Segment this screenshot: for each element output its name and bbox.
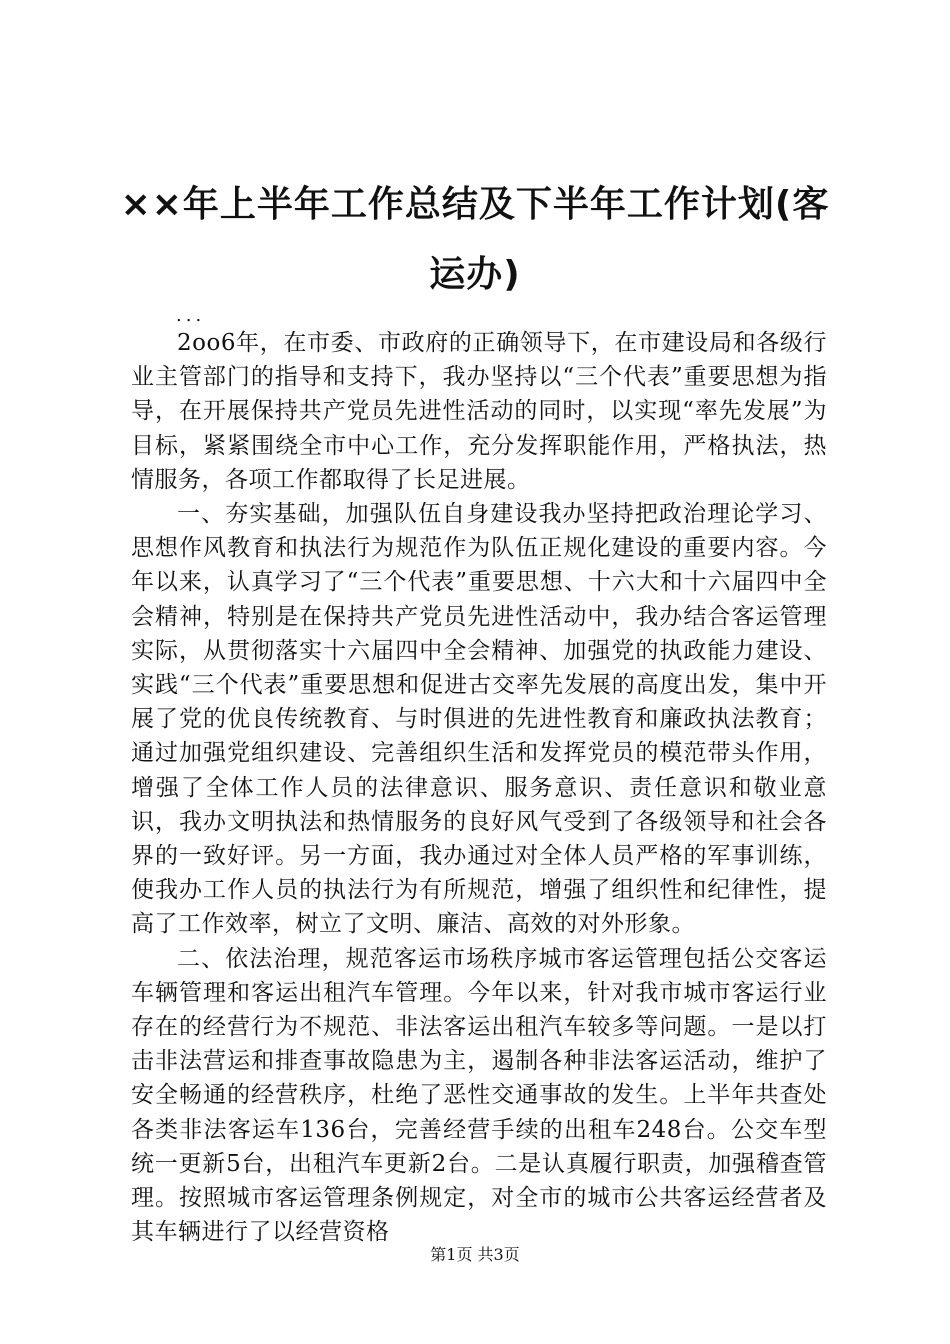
document-title: ××年上半年工作总结及下半年工作计划(客运办): [120, 184, 830, 295]
document-body: [131, 326, 827, 1249]
page-number-footer: 第1页 共3页: [430, 1245, 520, 1264]
body-paragraph: 2oo6年，在市委、市政府的正确领导下，在市建设局和各级行业主管部门的指导和支持下，我办坚持以“三个代表”重要思想为指导，在开展保持共产党员先进性活动的同时，以实现“率先发展”为目标，紧紧围绕全市中心工作，充分发挥职能作用，严格执法，热情服务，各项工作都取得了长足进展。: [131, 330, 827, 493]
ellipsis-marker: ...: [176, 305, 206, 326]
body-paragraph: 二、依法治理，规范客运市场秩序城市客运管理包括公交客运车辆管理和客运出租汽车管理。今年以来，针对我市城市客运行业存在的经营行为不规范、非法客运出租汽车较多等问题。一是以打击非法营运和排查事故隐患为主，遏制各种非法客运活动，维护了安全畅通的经营秩序，杜绝了恶性交通事故的发生。上半年共查处各类非法客运车136台，完善经营手续的出租车248台。公交车型统一更新5台，出租汽车更新2台。二是认真履行职责，加强稽查管理。按照城市客运管理条例规定，对全市的城市公共客运经营者及其车辆进行了以经营资格: [131, 945, 827, 1246]
body-paragraph: 一、夯实基础，加强队伍自身建设我办坚持把政治理论学习、思想作风教育和执法行为规范作为队伍正规化建设的重要内容。今年以来，认真学习了“三个代表”重要思想、十六大和十六届四中全会精神，特别是在保持共产党员先进性活动中，我办结合客运管理实际，从贯彻落实十六届四中全会精神、加强党的执政能力建设、实践“三个代表”重要思想和促进古交率先发展的高度出发，集中开展了党的优良传统教育、与时俱进的先进性教育和廉政执法教育；通过加强党组织建设、完善组织生活和发挥党员的模范带头作用，增强了全体工作人员的法律意识、服务意识、责任意识和敬业意识，我办文明执法和热情服务的良好风气受到了各级领导和社会各界的一致好评。另一方面，我办通过对全体人员严格的军事训练，使我办工作人员的执法行为有所规范，增强了组织性和纪律性，提高了工作效率，树立了文明、廉洁、高效的对外形象。: [131, 501, 827, 938]
